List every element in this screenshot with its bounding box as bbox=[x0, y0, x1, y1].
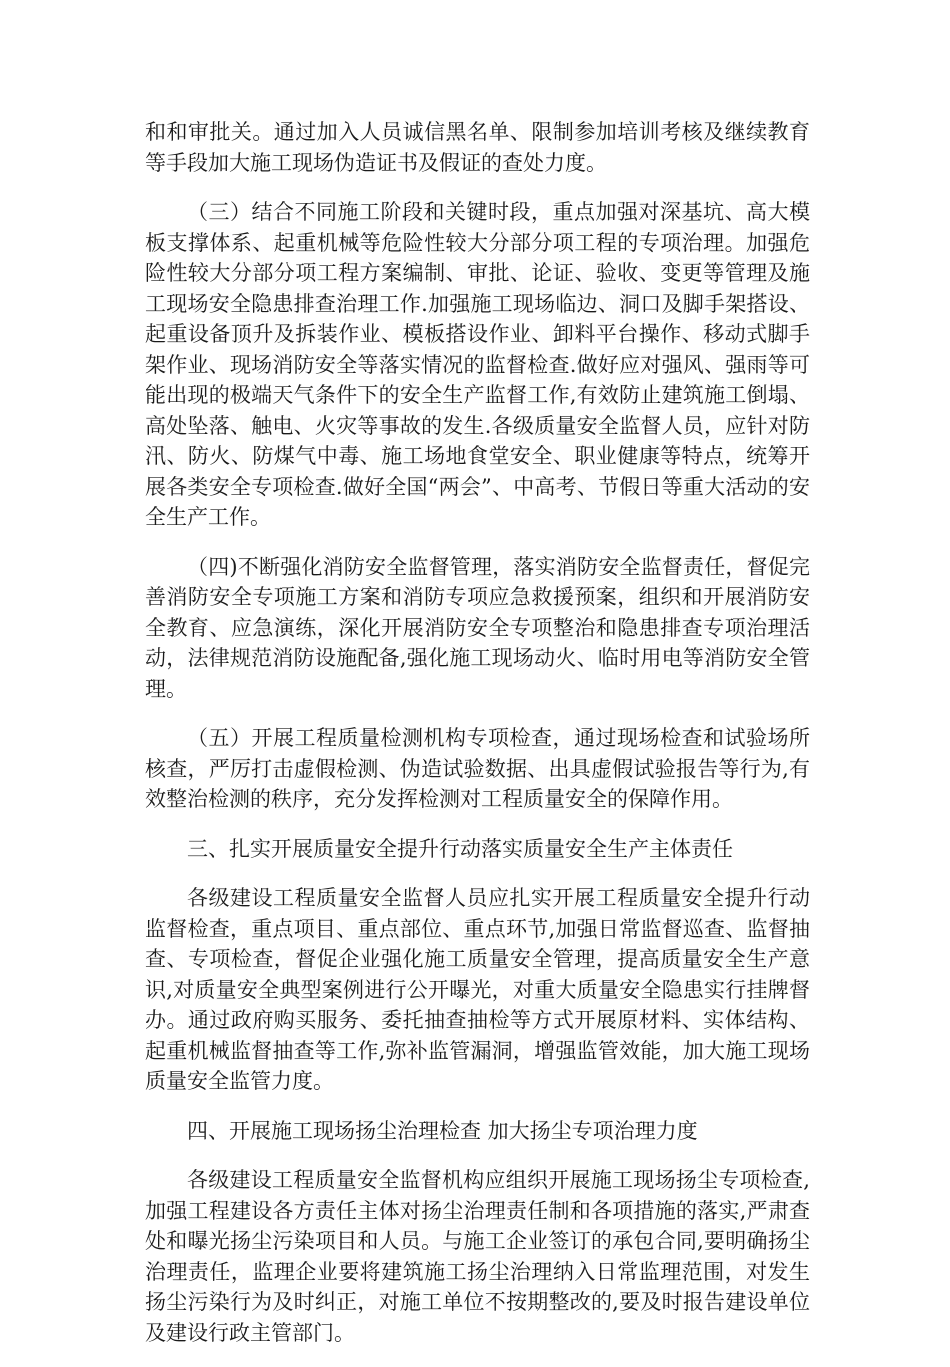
paragraph-section-5: （五）开展工程质量检测机构专项检查，通过现场检查和试验场所核查，严厉打击虚假检测、伪造试验数据、出具虚假试验报告等行为,有效整治检测的秩序，充分发挥检测对工程质量安全的保障作用。 bbox=[145, 726, 810, 811]
paragraph-section-3: （三）结合不同施工阶段和关键时段，重点加强对深基坑、高大模板支撑体系、起重机械等危险性较大分部分项工程的专项治理。加强危险性较大分部分项工程方案编制、审批、论证、验收、变更等管理及施工现场安全隐患排查治理工作.加强施工现场临边、洞口及脚手架搭设、起重设备顶升及拆装作业、模板搭设作业、卸料平台操作、移动式脚手架作业、现场消防安全等落实情况的监督检查.做好应对强风、强雨等可能出现的极端天气条件下的安全生产监督工作,有效防止建筑施工倒塌、高处坠落、触电、火灾等事故的发生.各级质量安全监督人员，应针对防汛、防火、防煤气中毒、施工场地食堂安全、职业健康等特点，统筹开展各类安全专项检查.做好全国“两会”、中高考、节假日等重大活动的安全生产工作。 bbox=[145, 200, 810, 529]
paragraph-continuation: 和和审批关。通过加入人员诚信黑名单、限制参加培训考核及继续教育等手段加大施工现场伪造证书及假证的查处力度。 bbox=[145, 120, 810, 175]
heading-part-3: 三、扎实开展质量安全提升行动落实质量安全生产主体责任 bbox=[187, 836, 733, 861]
paragraph-part-4-body: 各级建设工程质量安全监督机构应组织开展施工现场扬尘专项检查,加强工程建设各方责任主体对扬尘治理责任制和各项措施的落实,严肃查处和曝光扬尘污染项目和人员。与施工企业签订的承包合同,要明确扬尘治理责任，监理企业要将建筑施工扬尘治理纳入日常监理范围，对发生扬尘污染行为及时纠正，对施工单位不按期整改的,要及时报告建设单位及建设行政主管部门。 bbox=[145, 1168, 810, 1345]
paragraph-part-3-body: 各级建设工程质量安全监督人员应扎实开展工程质量安全提升行动监督检查，重点项目、重点部位、重点环节,加强日常监督巡查、监督抽查、专项检查，督促企业强化施工质量安全管理，提高质量安全生产意识,对质量安全典型案例进行公开曝光，对重大质量安全隐患实行挂牌督办。通过政府购买服务、委托抽查抽检等方式开展原材料、实体结构、起重机械监督抽查等工作,弥补监管漏洞，增强监管效能，加大施工现场质量安全监管力度。 bbox=[145, 886, 810, 1093]
heading-part-4: 四、开展施工现场扬尘治理检查 加大扬尘专项治理力度 bbox=[187, 1118, 698, 1143]
paragraph-section-4: （四)不断强化消防安全监督管理，落实消防安全监督责任，督促完善消防安全专项施工方案和消防专项应急救援预案，组织和开展消防安全教育、应急演练，深化开展消防安全专项整治和隐患排查专项治理活动，法律规范消防设施配备,强化施工现场动火、临时用电等消防安全管理。 bbox=[145, 554, 810, 701]
document-body bbox=[145, 117, 810, 1367]
